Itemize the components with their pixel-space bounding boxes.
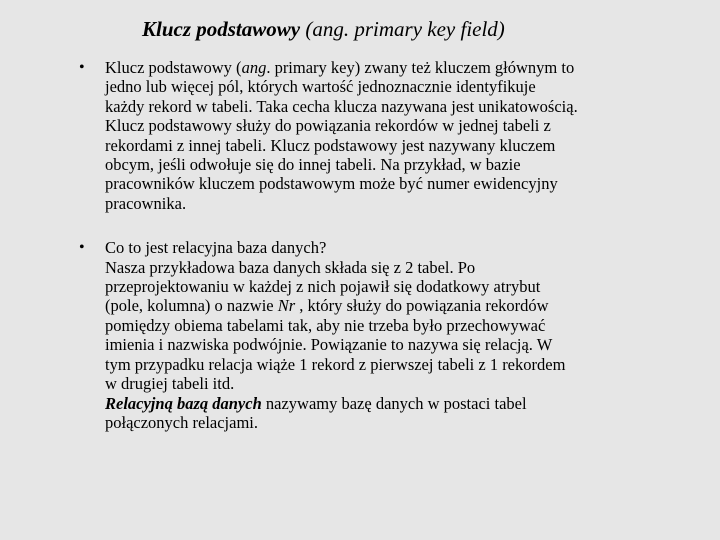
italic-abbrev: ang [241, 58, 267, 77]
text-segment: nazywamy bazę danych w postaci tabel [261, 393, 527, 413]
text-line: pomiędzy obiema tabelami tak, aby nie trzeba było przechowywać [105, 315, 546, 335]
bullet-primary-key [0, 58, 720, 213]
text-segment: Klucz podstawowy ( [105, 58, 242, 77]
text-line: tym przypadku relacja wiąże 1 rekord z pierwszej tabeli z 1 rekordem [105, 354, 566, 374]
bullet-relational-db [0, 238, 720, 432]
text-line [105, 296, 690, 315]
text-line: Klucz podstawowy służy do powiązania rekordów w jednej tabeli z [105, 116, 551, 136]
text-line: Co to jest relacyjna baza danych? [105, 238, 327, 258]
text-line: imienia i nazwiska podwójnie. Powiązanie to nazywa się relacją. W [105, 335, 553, 355]
bullet-marker: • [79, 59, 85, 76]
text-line: pracowników kluczem podstawowym może być numer ewidencyjny [105, 174, 558, 194]
text-line [105, 58, 690, 77]
text-line: każdy rekord w tabeli. Taka cecha klucza nazywana jest unikatowością. [105, 96, 578, 116]
text-line [105, 394, 690, 413]
title-translation: (ang. primary key field) [300, 17, 505, 41]
text-segment: , który służy do powiązania rekordów [295, 296, 549, 316]
text-line: rekordami z innej tabeli. Klucz podstawowy jest nazywany kluczem [105, 135, 556, 155]
bold-italic-term: Relacyjną bazą danych [105, 393, 262, 413]
slide-title [142, 16, 505, 42]
text-line: jedno lub więcej pól, których wartość jednoznacznie identyfikuje [105, 77, 536, 97]
bullet-list [0, 58, 720, 432]
text-line: pracownika. [105, 193, 187, 213]
text-segment: . primary key) zwany też kluczem głównym to [266, 58, 575, 77]
text-line: w drugiej tabeli itd. [105, 374, 235, 394]
text-line: połączonych relacjami. [105, 412, 259, 432]
bullet-marker: • [79, 239, 85, 257]
title-term: Klucz podstawowy [142, 17, 301, 41]
text-segment: (pole, kolumna) o nazwie [105, 296, 278, 316]
text-line: przeprojektowaniu w każdej z nich pojawił się dodatkowy atrybut [105, 277, 541, 297]
text-line: Nasza przykładowa baza danych składa się z 2 tabel. Po [105, 257, 476, 277]
italic-field-name: Nr [277, 296, 296, 316]
text-line: obcym, jeśli odwołuje się do innej tabeli. Na przykład, w bazie [105, 155, 521, 175]
